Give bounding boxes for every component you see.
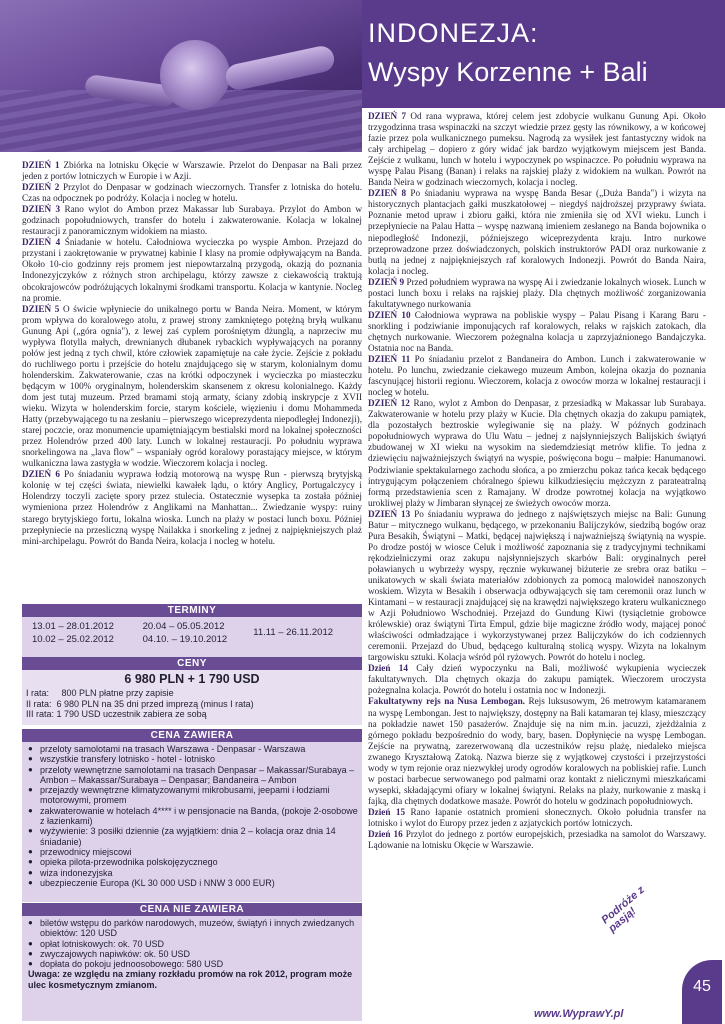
rata-line: III rata: 1 790 USD uczestnik zabiera ze sobą (26, 709, 207, 719)
day-text: Rano, wylot z Ambon do Denpasar, z przesiadką w Makassar lub Surabaya. Zakwaterowanie w hotelu przy plaży w Kucie. Dla chętnych okazja do zakupu pamiątek, dla pozostałych beztroskie wylegiwanie się na plaży. W późnych godzinach popołudniowych wyprawa do Ulu Watu – jednej z najsłynniejszych Balijskich świątyń zbudowanej w XI wieku na wysokim na siedemdziesiąt metrów klifie. To jedna z dziewięciu najważniejszych świątyń na wyspie, poświęcona bogu – małpie: Hanumanowi. Podziwianie spektakularnego zachodu słońca, a po zmierzchu pokaz tańca kecak będącego intrygującym połączeniem chóralnego śpiewu kilkudziesięciu mężczyzn z parateatralną formą przedstawienia scen z Ramajany. W drodze powrotnej kolacja na wyjątkowo urokliwej plaży w Jimbaran słynącej ze świeżych owoców morza. (368, 398, 706, 508)
day-label: DZIEŃ 12 (368, 398, 410, 409)
day-label: DZIEŃ 5 (22, 303, 60, 314)
bullet-icon: ● (28, 754, 33, 764)
terminy-heading: TERMINY (22, 604, 362, 617)
day-label: DZIEŃ 6 (22, 469, 60, 480)
day-text: Przed południem wyprawa na wyspę Ai i zwiedzanie lokalnych wiosek. Lunch w postaci lunch boxu i relaks na rajskiej plaży. Dla chętnych możliwość zorganizowania fakultatywnego nurkowania (368, 276, 706, 309)
itinerary-right-column (368, 111, 706, 851)
list-item-text: wiza indonezyjska (40, 867, 113, 878)
bullet-icon: ● (28, 867, 33, 877)
bullet-icon: ● (28, 877, 33, 887)
day-label: DZIEŃ 2 (22, 182, 60, 193)
day-text: O świcie wpłyniecie do unikalnego portu w Banda Neira. Moment, w którym prom wpływa do koralowego atolu, z prawej strony zamkniętego potężną bryłą wulkanu Gunung Api („góra ognia"), z lewej zaś cyplem porośniętym dżunglą, a naprzeciw mu wypływa flotylla małych, drewnianych dłubanek rybackich wypływających na poranny połów jest jedną z tych chwil, które człowiek zapamiętuje na całe życie. Zejście z pokładu do ruchliwego portu i przejście do hotelu znajdującego się w starym, kolonialnym domu holenderskim. Zakwaterowanie, czas na krótki odpoczynek i wycieczka po miasteczku będącym w 100% oryginalnym, holenderskim skansenem z okresu kolonialnego. Każdy dom jest tutaj muzeum. Przed bramami stoją armaty, ściany zdobią inskrypcje z XVII wieku. Wizyta w holenderskim forcie, starym kościele, więzieniu i domu Mohammeda Hatty (przebywającego tu na zesłaniu – pierwszego wiceprezydenta niepodległej Indonezji), starej poczcie, oraz monumencie upamiętniającym bestialski mord na lokalnej społeczności przez Holendrów przed 400 laty. Lunch w lokalnej restauracji. Po południu wyprawa snorkelingowa na „lava flow" – wspaniały ogród koralowy porastający miejsce, w którym wulkaniczna lawa zastygła w wodzie. Wieczorem kolacja i nocleg. (22, 303, 362, 469)
day-text: Rano wylot do Ambon przez Makassar lub Surabaya. Przylot do Ambon w godzinach popołudniowych, transfer do hotelu i zakwaterowanie. Kolacja w lokalnej restauracji z panoramicznym widokiem na miasto. (22, 204, 363, 237)
terminy-box (22, 604, 362, 657)
rata-line: I rata: 800 PLN płatne przy zapisie (26, 688, 174, 698)
list-item-text: przeloty samolotami na trasach Warszawa - Denpasar - Warszawa (40, 744, 306, 754)
day-text: Śniadanie w hotelu. Całodniowa wycieczka po wyspie Ambon. Przejazd do przystani i zaokrętowanie w prywatnej kabinie I klasy na promie odpływającym na Banda. Około 10-cio godzinny rejs promem jest niepowtarzalną przygodą, okazją do poznania Indonezyjczyków z różnych stron archipelagu, którzy zawsze z ciekawością traktują obcokrajowców podróżujących lokalnymi środkami transportu. Kolacja w kantynie. Nocleg na promie. (22, 237, 363, 303)
day-label: Fakultatywny rejs na Nusa Lembogan. (368, 696, 525, 707)
rata-line: II rata: 6 980 PLN na 35 dni przed imprezą (minus I rata) (26, 698, 254, 709)
itinerary-day (22, 469, 362, 546)
cena-nie-zawiera-heading: CENA NIE ZAWIERA (22, 903, 362, 916)
itinerary-day (368, 111, 706, 188)
uwaga-note: Uwaga: ze względu na zmiany rozkładu promów na rok 2012, program może ulec kosmetycznym zmianom. (28, 969, 353, 990)
list-item-text: ubezpieczenie Europa (KL 30 000 USD i NNW 3 000 EUR) (40, 877, 275, 888)
itinerary-day (368, 310, 706, 354)
list-item-text: dopłata do pokoju jednoosobowego: 580 USD (40, 959, 224, 970)
bullet-icon: ● (28, 826, 33, 836)
day-label: DZIEŃ 4 (22, 237, 61, 248)
itinerary-day (22, 160, 362, 182)
termin-date: 13.01 – 28.01.2012 (32, 621, 114, 632)
list-item (28, 959, 358, 969)
bullet-icon: ● (28, 764, 33, 774)
list-item-text: przewodnicy miejscowi (40, 846, 132, 857)
itinerary-day (368, 509, 706, 664)
day-text: Rejs luksusowym, 26 metrowym katamaranem na wyspę Lembongan. Jest to największy, dostępny na Bali katamaran tej klasy, mieszczący na pokładzie nawet 150 pasażerów. Znajduje się na nim m.in. jacuzzi, zjeżdżalnia z górnego pokładu bezpośrednio do wody, bary, basen. Dopłynięcie na wyspę Lembogan. Zejście na prywatną, zarezerwowaną dla uczestników rejsu plażę, niedaleko miejsca zwanego Kryształową Zatoką. Nazwa bierze się z wyjątkowej czystości i przejrzystości wody w tym rejonie oraz niezwykłej urody ogrodów koralowych na pobliskiej rafie. Lunch w postaci barbecue serwowanego pod palmami oraz kontakt z nielicznymi mieszkańcami wysepki, składającymi ofiary w lokalnej świątyni. Relaks na plaży, nurkowanie z maską i fajką, dla chętnych dodatkowe masaże. Powrót do hotelu w godzinach popołudniowych. (368, 696, 706, 806)
ceny-heading: CENY (22, 657, 362, 670)
termin-date: 20.04 – 05.05.2012 (142, 621, 225, 632)
list-item (28, 878, 358, 888)
bullet-icon: ● (28, 938, 33, 948)
cena-zawiera-heading: CENA ZAWIERA (22, 729, 362, 742)
list-item (28, 744, 358, 754)
itinerary-day (368, 188, 706, 276)
list-item-text: opłat lotniskowych: ok. 70 USD (40, 938, 165, 949)
list-item (28, 847, 358, 857)
cena-zawiera-box (22, 729, 362, 902)
day-label: DZIEŃ 13 (368, 508, 411, 519)
list-item (28, 949, 358, 959)
day-label: DZIEŃ 11 (368, 354, 411, 365)
list-item (28, 868, 358, 878)
list-item-text: zakwaterowanie w hotelach 4**** i w pensjonacie na Banda, (pokoje 2-osobowe z łazienkami) (40, 805, 358, 827)
day-label: Dzień 14 (368, 663, 408, 674)
itinerary-day (368, 354, 706, 398)
day-text: Po śniadaniu wyprawa na wyspę Banda Besar („Duża Banda") i wizyta na historycznych plantacjach gałki muszkatołowej – niegdyś najdroższej przyprawy świata. Poznanie metod upraw i zbioru gałki, która nie zmieniła się od XVI wieku. Lunch i przepłyniecie na Palau Hatta – wyspę nazwaną imieniem zesłanego na Banda bojownika o niepodległość Indonezji, późniejszego wiceprezydenta kraju. Intro nurkowe przeprowadzone przez doświadczonych, polskich instruktorów PADI oraz nurkowanie z butlą na jednej z najpiękniejszych raf koralowych Indonezji. Powrót do Banda Naira, kolacja i nocleg. (368, 188, 706, 276)
bullet-icon: ● (28, 744, 33, 753)
list-item (28, 765, 358, 786)
list-item-text: przeloty wewnętrzne samolotami na trasach Denpasar – Makassar/Surabaya – Ambon – Makassar/Surabaya – Denpasar; Bandaneira – Ambon (40, 764, 355, 785)
day-text: Cały dzień wypoczynku na Bali, możliwość wykupienia wycieczek fakultatywnych. Dla chętnych okazja do zakupu pamiątek. Wieczorem uroczysta pożegnalna kolacja. Powrót do hotelu i ostatnia noc w Indonezji. (368, 663, 706, 696)
bullet-icon: ● (28, 805, 33, 815)
day-text: Zbiórka na lotnisku Okęcie w Warszawie. Przelot do Denpasar na Bali przez jeden z portów lotniczych w Europie i w Azji. (22, 160, 363, 182)
list-item (28, 826, 358, 847)
website-url[interactable]: www.WyprawY.pl (534, 1008, 624, 1020)
day-label: DZIEŃ 8 (368, 188, 407, 199)
day-text: Przylot do jednego z portów europejskich, przesiadka na samolot do Warszawy. Lądowanie na lotnisku Okęcie w Warszawie. (368, 829, 707, 851)
itinerary-day (22, 182, 362, 204)
itinerary-day (22, 204, 362, 237)
bullet-icon: ● (28, 785, 33, 795)
list-item (28, 939, 358, 949)
list-item (28, 806, 358, 827)
cena-nie-zawiera-list (22, 916, 362, 969)
slogan: Podróże z pasją! (599, 883, 647, 935)
ceny-box (22, 657, 362, 725)
page-subtitle: Wyspy Korzenne + Bali (368, 57, 648, 87)
page-title: INDONEZJA: (368, 18, 539, 48)
list-item-text: wszystkie transfery lotnisko - hotel - lotnisko (40, 754, 216, 765)
itinerary-day (368, 807, 706, 829)
day-text: Całodniowa wyprawa na pobliskie wyspy – Palau Pisang i Karang Baru - snorkling i podziwianie imponujących raf koralowych, relaks w rajskich zatokach, dla chętnych nurkowanie. Wieczorem pożegnalna kolacja u zaprzyjaźnionego Bandajczyka. Ostatnia noc na Banda. (368, 309, 706, 353)
bullet-icon: ● (28, 918, 33, 927)
termin-date: 10.02 – 25.02.2012 (32, 634, 114, 645)
header-photo (0, 0, 362, 152)
day-label: DZIEŃ 1 (22, 160, 60, 170)
list-item-text: wyżywienie: 3 posiłki dziennie (za wyjątkiem: dnia 2 – kolacja oraz dnia 14 śniadanie) (40, 826, 336, 847)
list-item-text: przejazdy wewnętrzne klimatyzowanymi mikrobusami, jeepami i łodziami motorowymi, promem (40, 785, 330, 806)
itinerary-day (22, 237, 362, 303)
title-block (368, 18, 718, 88)
list-item (28, 918, 358, 939)
day-text: Po śniadaniu wyprawa łodzią motorową na wyspę Run - pierwszą brytyjską kolonię w tej części świata, niewielki kawałek lądu, o który Anglicy, Portugalczycy i Holendrzy toczyli zacięte spory przez stulecia. Ostatecznie wysepka ta została później wymieniona przez Holendrów z Anglikami na Manhattan... Zwiedzanie wyspy: ruiny starego brytyjskiego fortu, lokalna wioska. Lunch na plaży w postaci lunch boxu. Później przepłyniecie na przesliczną wyspę Nailakka i snorkeling z jednej z najpiękniejszych plaż mini-archipelagu. Powrót do Banda Neira, kolacja i nocleg w hotelu. (22, 469, 362, 546)
day-text: Rano łapanie ostatnich promieni słonecznych. Około południa transfer na lotnisko i wylot do Europy przez jeden z azjatyckich portów lotniczych. (368, 806, 706, 828)
bullet-icon: ● (28, 857, 33, 867)
day-label: DZIEŃ 3 (22, 204, 61, 215)
photo-arm-right (223, 44, 336, 92)
bullet-icon: ● (28, 846, 33, 856)
list-item-text: zwyczajowych napiwków: ok. 50 USD (40, 948, 191, 959)
termin-date: 11.11 – 26.11.2012 (253, 627, 334, 638)
cena-zawiera-list (22, 742, 362, 888)
list-item (28, 754, 358, 764)
day-text: Przylot do Denpasar w godzinach wieczornych. Transfer z lotniska do hotelu. Czas na odpocznek po podróży. Kolacja i nocleg w hotelu. (22, 182, 362, 204)
cena-nie-zawiera-box (22, 903, 362, 1021)
itinerary-left-column (22, 160, 362, 547)
termin-date: 04.10. – 19.10.2012 (142, 634, 228, 645)
itinerary-day (368, 663, 706, 696)
photo-boy (160, 40, 230, 110)
list-item (28, 785, 358, 806)
price: 6 980 PLN + 1 790 USD (124, 672, 260, 686)
bullet-icon: ● (28, 959, 33, 969)
day-text: Od rana wyprawa, której celem jest zdobycie wulkanu Gunung Api. Około trzygodzinna trasa wspinaczki na szczyt wiedzie przez gęsty las równikowy, a w końcowej fazie przez pola wulkanicznego pumeksu. Nagrodą za wysiłek jest fantastyczny widok na cały archipelag – dopiero z góry widać jak bardzo wyjątkowym miejscem jest Banda. Zejście z wulkanu, lunch w hotelu i wypoczynek po wspinaczce. Po południu wyprawa na wyspę Palau Pisang (Banan) i relaks na rajskiej plaży z widokiem na wulkan. Powrót na Banda Neira w godzinach wieczornych, kolacja i nocleg. (368, 111, 706, 188)
day-text: Po śniadaniu przelot z Bandaneira do Ambon. Lunch i zakwaterowanie w hotelu. Po lunchu, zwiedzanie ciekawego muzeum Ambon, kolejna okazja do poznania fascynującej historii regionu. Wieczorem, kolacja z owoców morza w lokalnej restauracji i nocleg w hotelu. (368, 354, 707, 398)
day-label: Dzień 16 (368, 829, 403, 840)
itinerary-day (368, 829, 706, 851)
list-item-text: biletów wstępu do parków narodowych, muzeów, świątyń i innych zwiedzanych obiektów: 120 USD (40, 918, 355, 939)
day-label: DZIEŃ 9 (368, 276, 405, 287)
bullet-icon: ● (28, 948, 33, 958)
list-item (28, 857, 358, 867)
day-label: Dzień 15 (368, 806, 406, 817)
itinerary-day (368, 398, 706, 508)
day-text: Po śniadaniu wyprawa do jednego z najświętszych miejsc na Bali: Gunung Batur – mitycznego wulkanu, będącego, w przekonaniu Balijczyków, siedzibą bogów oraz Pura Besakih, Świątyni – Matki, będącej największą i najważniejszą świątynią na wyspie. Po drodze postój w wiosce Celuk i możliwość zapoznania się z tradycyjnymi technikami rękodzielniczymi oraz zakupu najsłynniejszych skarbów Bali: oryginalnych pereł poławianych u wybrzeży wyspy, ręcznie wykuwanej biżuterie ze srebra oraz batiku – unikatowych w skali świata materiałów zdobionych za pomocą malowideł nanoszonych woskiem. Wizyta w Besakih i obserwacja odbywających się tam ceremonii oraz lunch w Kintamani – w restauracji znajdującej się na krawędzi największego krateru wulkanicznego w Azji Południowo Wschodniej. Przejazd do Gundung Kiwi (tysiącletnie grobowce królewskie) oraz świątyni Tirta Empul, gdzie bije magiczne źródło wody, mającej ponoć właściwości odmładzające i wykorzystywanej przez Balijczyków do ich codziennych ceremonii. Przejazd do Ubud, będącego kulturalną stolicą wyspy. Wizyta na lokalnym targowisku sztuki. Kolacja wśród pól ryżowych. Powrót do hotelu i nocleg. (368, 508, 706, 663)
itinerary-day (368, 277, 706, 310)
list-item-text: opieka pilota-przewodnika polskojęzycznego (40, 857, 218, 868)
itinerary-day (368, 696, 706, 806)
itinerary-day (22, 304, 362, 470)
day-label: DZIEŃ 7 (368, 111, 407, 121)
page-number: 45 (682, 960, 722, 1024)
day-label: DZIEŃ 10 (368, 309, 411, 320)
